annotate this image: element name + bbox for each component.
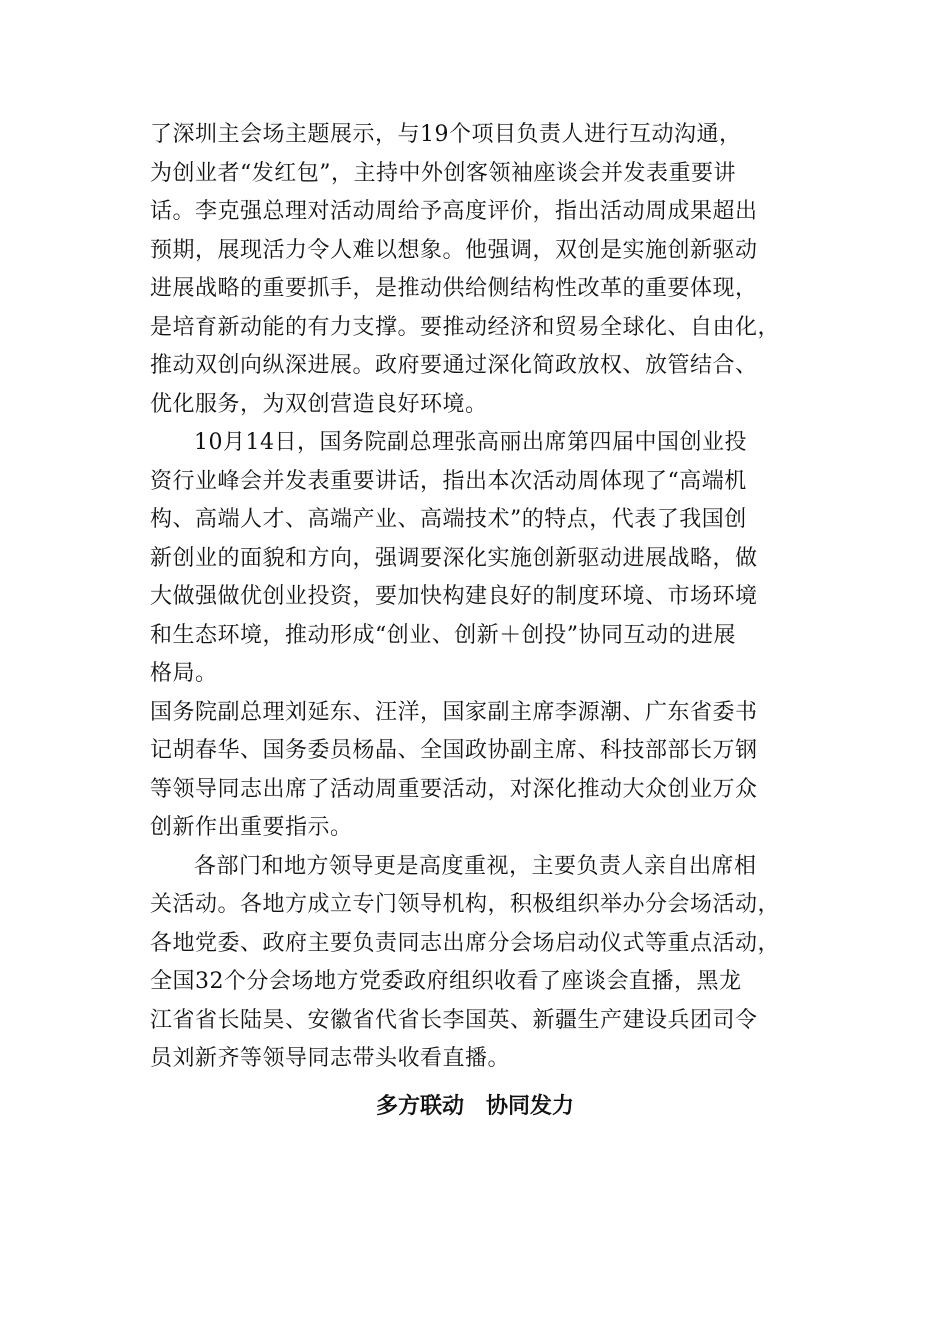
- text-line: 大做强做优创业投资，要加快构建良好的制度环境、市场环境: [150, 584, 758, 609]
- text-line: 创新作出重要指示。: [150, 815, 353, 840]
- text-line: 了深圳主会场主题展示，与19个项目负责人进行互动沟通，: [150, 122, 742, 147]
- text-line: 格局。: [150, 661, 218, 686]
- text-line: 各部门和地方领导更是高度重视，主要负责人亲自出席相: [194, 853, 757, 879]
- text-line: 构、高端人才、高端产业、高端技术”的特点，代表了我国创: [150, 507, 747, 532]
- paragraph: [150, 694, 810, 848]
- document-body: [150, 116, 810, 1079]
- paragraph: [150, 116, 810, 424]
- text-line: 话。李克强总理对活动周给予高度评价，指出活动周成果超出: [150, 199, 758, 224]
- text-line: 各地党委、政府主要负责同志出席分会场启动仪式等重点活动，: [150, 930, 781, 956]
- section-heading: 多方联动 协同发力: [375, 1094, 574, 1119]
- text-line: 江省省长陆昊、安徽省代省长李国英、新疆生产建设兵团司令: [150, 1007, 758, 1033]
- text-line: 关活动。各地方成立专门领导机构，积极组织举办分会场活动，: [150, 892, 781, 917]
- text-line: 全国32个分会场地方党委政府组织收看了座谈会直播，黑龙: [150, 969, 742, 994]
- text-line: 推动双创向纵深进展。政府要通过深化简政放权、放管结合、: [150, 353, 758, 378]
- text-line: 员刘新齐等领导同志带头收看直播。: [150, 1046, 511, 1071]
- text-line: 新创业的面貌和方向，强调要深化实施创新驱动进展战略，做: [150, 545, 758, 571]
- text-line: 国务院副总理刘延东、汪洋，国家副主席李源潮、广东省委书: [150, 699, 758, 725]
- text-line: 预期，展现活力令人难以想象。他强调，双创是实施创新驱动: [150, 237, 758, 263]
- text-line: 进展战略的重要抓手，是推动供给侧结构性改革的重要体现，: [150, 276, 758, 301]
- text-line: 和生态环境，推动形成“创业、创新＋创投”协同互动的进展: [150, 622, 736, 648]
- text-line: 记胡春华、国务委员杨晶、全国政协副主席、科技部部长万钢: [150, 738, 758, 763]
- text-line: 为创业者“发红包”，主持中外创客领袖座谈会并发表重要讲: [150, 160, 736, 186]
- text-line: 10月14日，国务院副总理张高丽出席第四届中国创业投: [194, 430, 747, 455]
- text-line: 是培育新动能的有力支撑。要推动经济和贸易全球化、自由化，: [150, 314, 781, 340]
- paragraph: [150, 424, 810, 694]
- paragraph: [150, 848, 810, 1079]
- text-line: 资行业峰会并发表重要讲话，指出本次活动周体现了“高端机: [150, 468, 747, 494]
- text-line: 等领导同志出席了活动周重要活动，对深化推动大众创业万众: [150, 776, 758, 802]
- text-line: 优化服务，为双创营造良好环境。: [150, 391, 488, 417]
